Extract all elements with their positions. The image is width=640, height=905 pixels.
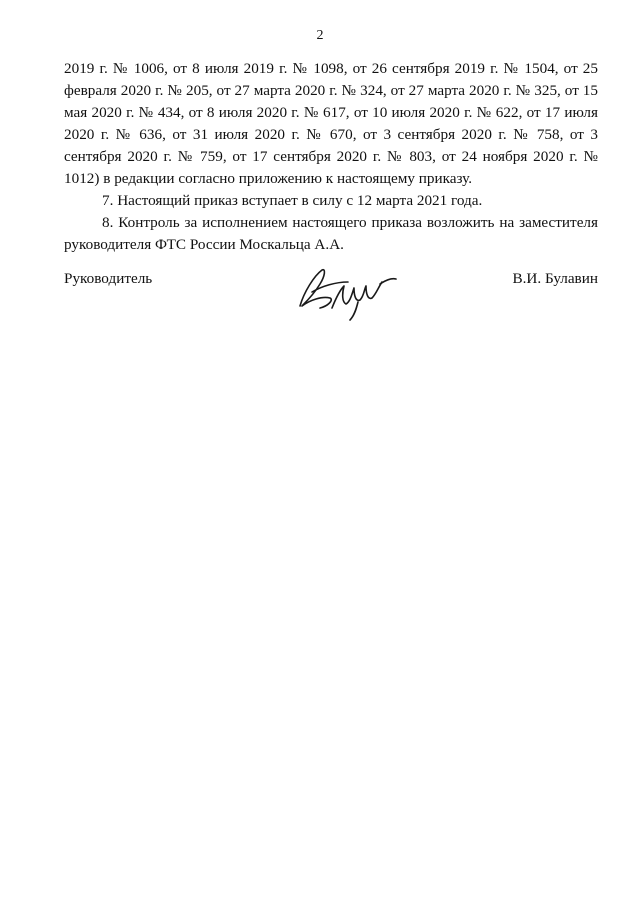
- signatory-title: Руководитель: [64, 270, 153, 287]
- paragraph-item-7: 7. Настоящий приказ вступает в силу с 12 марта 2021 года.: [102, 192, 483, 209]
- signature-block: [64, 262, 598, 332]
- page-number: 2: [316, 28, 324, 43]
- paragraph-item-8: 8. Контроль за исполнением настоящего приказа возложить на заместителя руководителя ФТС России Москальца А.А.: [64, 214, 598, 253]
- handwritten-signature: [292, 262, 402, 324]
- signatory-name: В.И. Булавин: [512, 270, 598, 287]
- order-body-text: [64, 58, 598, 256]
- paragraph-continuation: 2019 г. № 1006, от 8 июля 2019 г. № 1098, от 26 сентября 2019 г. № 1504, от 25 февраля 2020 г. № 205, от 27 марта 2020 г. № 324, от 27 марта 2020 г. № 325, от 15 мая 2020 г. № 434, от 8 июля 2020 г. № 617, от 10 июля 2020 г. № 622, от 17 июля 2020 г. № 636, от 31 июля 2020 г. № 670, от 3 сентября 2020 г. № 758, от 3 сентября 2020 г. № 759, от 17 сентября 2020 г. № 803, от 24 ноября 2020 г. № 1012) в редакции согласно приложению к настоящему приказу.: [64, 60, 598, 187]
